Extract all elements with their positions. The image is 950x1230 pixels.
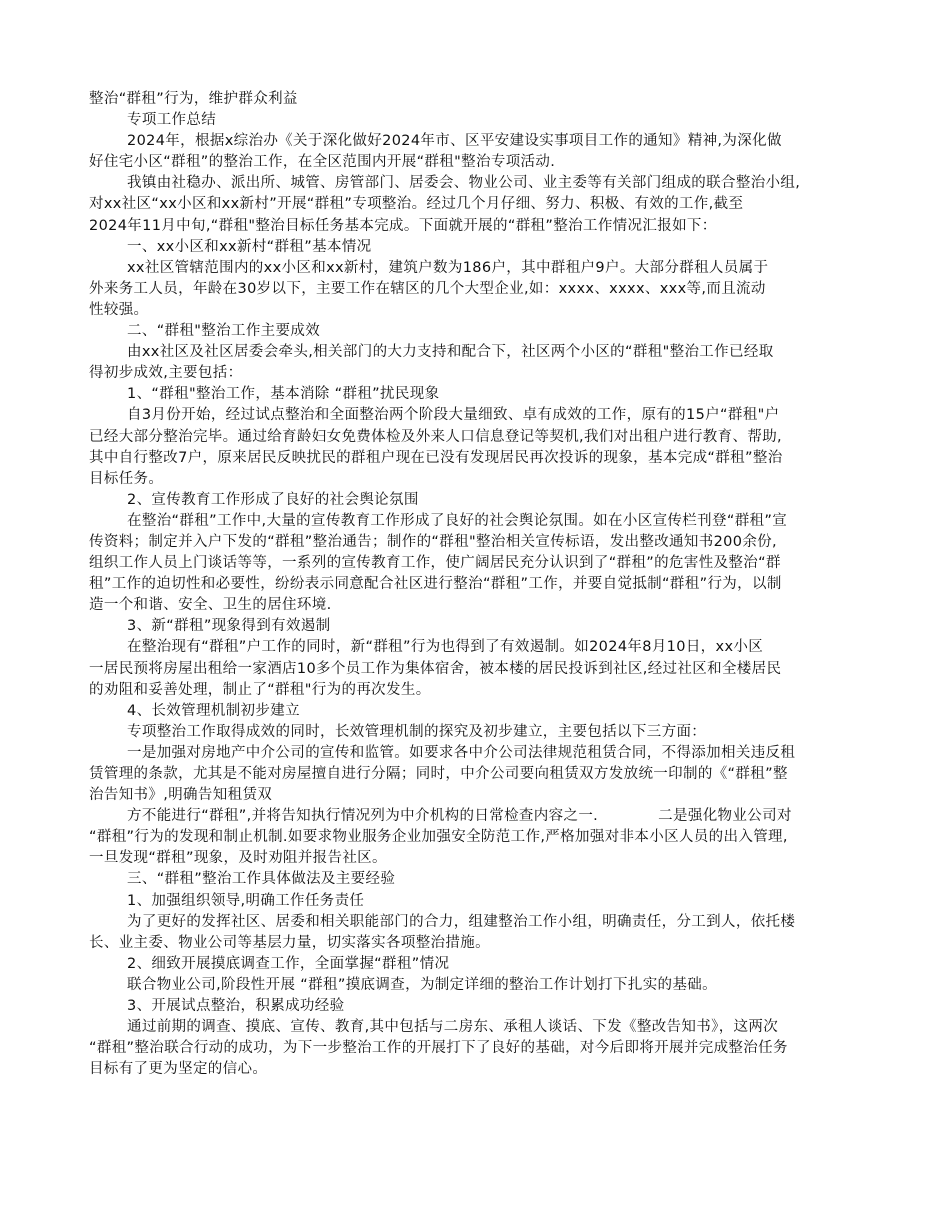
subsection-heading: 4、长效管理机制初步建立 — [127, 702, 300, 719]
paragraph-line: 好住宅小区“群租”的整治工作，在全区范围内开展“群租"整治专项活动. — [89, 154, 556, 171]
paragraph-line — [89, 806, 864, 827]
paragraph-line: 由xx社区及社区居委会牵头,相关部门的大力支持和配合下，社区两个小区的“群租"整治工作已经取 — [127, 344, 774, 361]
document-title: 整治“群租”行为，维护群众利益 — [89, 91, 298, 107]
paragraph-line: 租”工作的迫切性和必要性，纷纷表示同意配合社区进行整治“群租”工作，并要自觉抵制“群租”行为，以制 — [89, 576, 782, 593]
paragraph-line: 通过前期的调查、摸底、宣传、教育,其中包括与二房东、承租人谈话、下发《整改告知书》，这两次 — [127, 1019, 779, 1036]
paragraph-line: 传资料；制定并入户下发的“群租”整治通告；制作的“群租"整治相关宣传标语，发出整改通知书200余份, — [89, 533, 777, 550]
paragraph-line: 赁管理的条款，尤其是不能对房屋擅自进行分隔；同时，中介公司要向租赁双方发放统一印制的《“群租”整 — [89, 766, 788, 782]
subsection-heading: 3、开展试点整治，积累成功经验 — [127, 998, 345, 1015]
paragraph-line: 其中自行整改7户，原来居民反映扰民的群租户现在已没有发现居民再次投诉的现象，基本完成“群租”整治 — [89, 449, 783, 466]
document-subtitle: 专项工作总结 — [127, 112, 217, 129]
paragraph-line: 目标任务。 — [89, 470, 164, 487]
paragraph-line: 对xx社区“xx小区和xx新村”开展“群租”专项整治。经过几个月仔细、努力、积极、有效的工作,截至 — [89, 196, 744, 213]
paragraph-line: 一旦发现“群租”现象，及时劝阻并报告社区。 — [89, 850, 387, 867]
paragraph-line: 2024年，根据x综治办《关于深化做好2024年市、区平安建设实事项目工作的通知》精神,为深化做 — [127, 133, 782, 150]
subsection-heading: 1、加强组织领导,明确工作任务责任 — [127, 892, 365, 909]
paragraph-line-part: 方不能进行“群租”,并将告知执行情况列为中介机构的日常检查内容之一. — [127, 808, 599, 825]
paragraph-line: 性较强。 — [89, 301, 149, 318]
paragraph-line: 目标有了更为坚定的信心。 — [89, 1061, 268, 1078]
paragraph-line: 我镇由社稳办、派出所、城管、房管部门、居委会、物业公司、业主委等有关部门组成的联合整治小组, — [127, 175, 801, 192]
paragraph-line: 联合物业公司,阶段性开展 “群租”摸底调查，为制定详细的整治工作计划打下扎实的基础。 — [127, 976, 717, 993]
paragraph-line: “群租”行为的发现和制止机制.如要求物业服务企业加强安全防范工作,严格加强对非本小区人员的出入管理, — [89, 829, 788, 846]
paragraph-line: 已经大部分整治完毕。通过给育龄妇女免费体检及外来人口信息登记等契机,我们对出租户进行教育、帮助, — [89, 428, 783, 445]
paragraph-line: 外来务工人员，年龄在30岁以下，主要工作在辖区的几个大型企业,如：xxxx、xxxx、xxx等,而且流动 — [89, 280, 766, 297]
paragraph-line: 的劝阻和妥善处理，制止了“群租"行为的再次发生。 — [89, 681, 431, 698]
subsection-heading: 2、细致开展摸底调查工作，全面掌握“群租”情况 — [127, 955, 450, 972]
paragraph-line: 一居民预将房屋出租给一家酒店10多个员工作为集体宿舍，被本楼的居民投诉到社区,经过社区和全楼居民 — [89, 660, 782, 677]
subsection-heading: 3、新“群租”现象得到有效遏制 — [127, 618, 331, 635]
paragraph-line: 2024年11月中旬,“群租"整治目标任务基本完成。下面就开展的“群租”整治工作情况汇报如下： — [89, 217, 717, 234]
section-heading: 一、xx小区和xx新村“群租”基本情况 — [127, 238, 372, 255]
paragraph-line: 治告知书》,明确告知租赁双 — [89, 787, 273, 804]
paragraph-line: 一是加强对房地产中介公司的宣传和监管。如要求各中介公司法律规范租赁合同，不得添加相关违反租 — [127, 744, 796, 761]
paragraph-line: 自3月份开始，经过试点整治和全面整治两个阶段大量细致、卓有成效的工作，原有的15户“群租"户 — [127, 407, 780, 424]
paragraph-line: 长、业主委、物业公司等基层力量，切实落实各项整治措施。 — [89, 934, 490, 951]
paragraph-line-part: 二是强化物业公司对 — [658, 808, 792, 825]
paragraph-line: 组织工作人员上门谈话等等，一系列的宣传教育工作，使广阔居民充分认识到了“群租”的危害性及整治“群 — [89, 555, 781, 572]
section-heading: 三、“群租”整治工作具体做法及主要经验 — [127, 871, 396, 888]
paragraph-line: 专项整治工作取得成效的同时，长效管理机制的探究及初步建立，主要包括以下三方面： — [127, 723, 707, 740]
paragraph-line: xx社区管辖范围内的xx小区和xx新村，建筑户数为186户，其中群租户9户。大部分群租人员属于 — [127, 259, 769, 276]
paragraph-line: 造一个和谐、安全、卫生的居住环境. — [89, 597, 332, 614]
paragraph-line: “群租”整治联合行动的成功，为下一步整治工作的开展打下了良好的基础，对今后即将开展并完成整治任务 — [89, 1040, 788, 1057]
subsection-heading: 2、宣传教育工作形成了良好的社会舆论氛围 — [127, 491, 419, 508]
subsection-heading: 1、“群租"整治工作，基本消除 “群租”扰民现象 — [127, 386, 440, 403]
document-body — [89, 89, 864, 1080]
paragraph-line: 在整治“群租”工作中,大量的宣传教育工作形成了良好的社会舆论氛围。如在小区宣传栏刊登“群租”宣 — [127, 512, 788, 529]
paragraph-line: 为了更好的发挥社区、居委和相关职能部门的合力，组建整治工作小组，明确责任，分工到人，依托楼 — [127, 913, 796, 930]
paragraph-line: 在整治现有“群租”户工作的同时，新“群租”行为也得到了有效遏制。如2024年8月10日，xx小区 — [127, 639, 764, 656]
paragraph-line: 得初步成效,主要包括： — [89, 365, 243, 382]
section-heading: 二、“群租"整治工作主要成效 — [127, 323, 321, 340]
